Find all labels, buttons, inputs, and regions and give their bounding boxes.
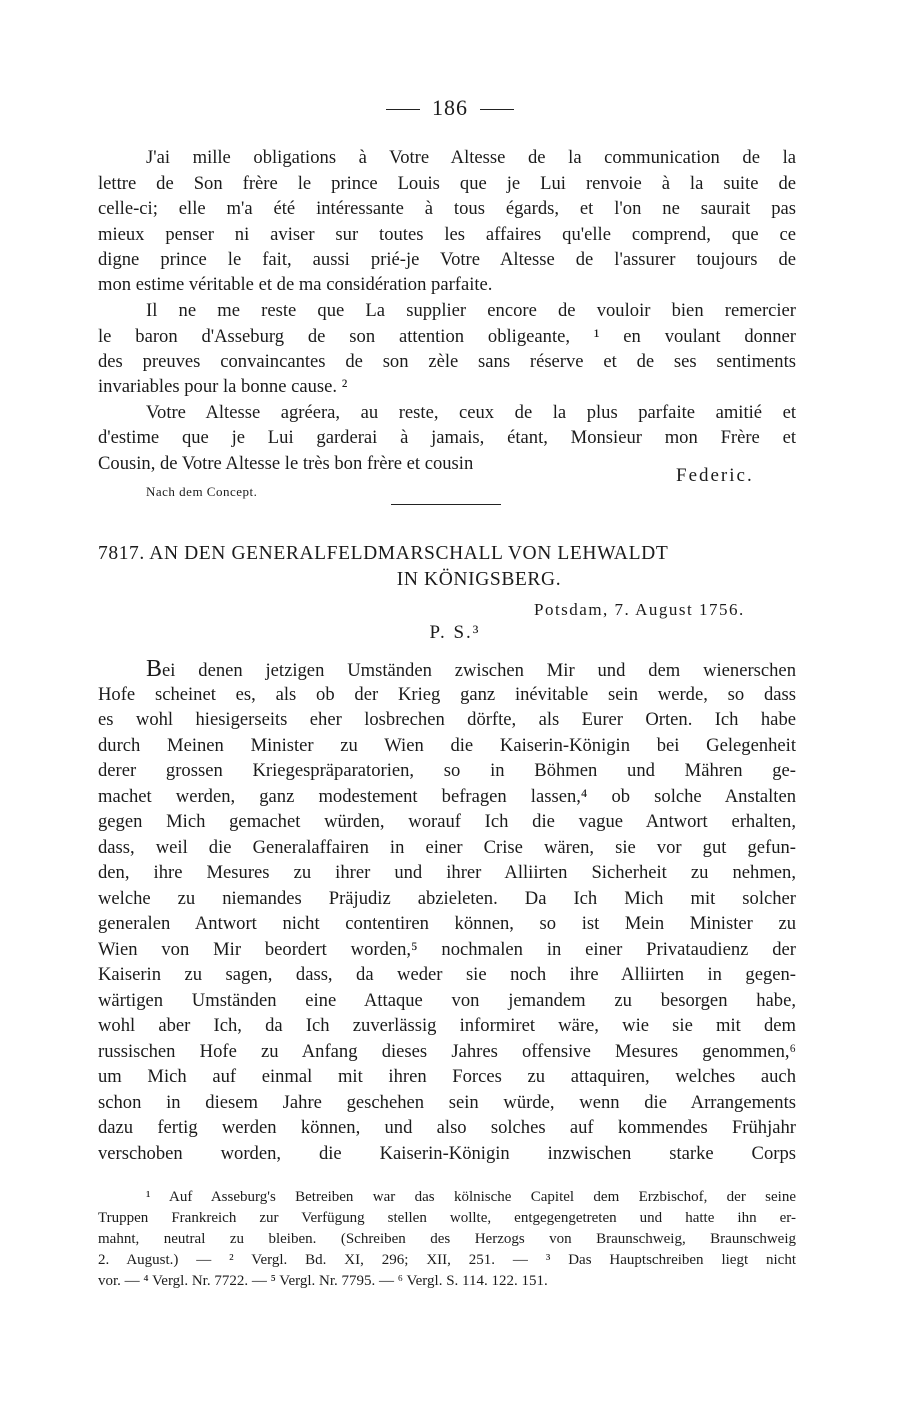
body-line: um Mich auf einmal mit ihren Forces zu attaquiren, welches auch: [98, 1066, 796, 1087]
body-line: russischen Hofe zu Anfang dieses Jahres offensive Mesures genommen,⁶: [98, 1041, 796, 1062]
body-line: wärtigen Umständen eine Attaque von jemandem zu besorgen habe,: [98, 990, 796, 1011]
letter-line: digne prince le fait, aussi prié-je Votre Altesse de l'assurer toujours de: [98, 249, 796, 270]
footnote-line: mahnt, neutral zu bleiben. (Schreiben des Herzogs von Braunschweig, Braunschweig: [98, 1231, 796, 1247]
letter-line: d'estime que je Lui garderai à jamais, étant, Monsieur mon Frère et: [98, 427, 796, 448]
body-line: den, ihre Mesures zu ihrer und ihrer Alliirten Sicherheit zu nehmen,: [98, 862, 796, 883]
letter-line: celle-ci; elle m'a été intéressante à tous égards, et l'on ne saurait pas: [98, 198, 796, 219]
document-heading-line2: IN KÖNIGSBERG.: [396, 569, 562, 590]
document-heading-line1: 7817. AN DEN GENERALFELDMARSCHALL VON LEHWALDT: [98, 543, 669, 564]
body-line: Kaiserin zu sagen, dass, da weder sie noch ihre Alliirten in gegen-: [98, 964, 796, 985]
letter-line: J'ai mille obligations à Votre Altesse de la communication de la: [146, 147, 796, 168]
body-line: welche zu niemandes Präjudiz abzieleten. Da Ich Mich mit solcher: [98, 888, 796, 909]
body-line: dass, weil die Generalaffairen in einer Crise wären, sie vor gut gefun-: [98, 837, 796, 858]
letter-line: invariables pour la bonne cause. ²: [98, 376, 348, 397]
body-line: durch Meinen Minister zu Wien die Kaiserin-Königin bei Gelegenheit: [98, 735, 796, 756]
letter-line: mon estime véritable et de ma considération parfaite.: [98, 274, 493, 295]
body-line-text: ei denen jetzigen Umständen zwischen Mir und dem wienerschen: [162, 660, 796, 681]
document-heading: [98, 541, 798, 593]
body-line: Wien von Mir beordert worden,⁵ nochmalen in einer Privataudienz der: [98, 939, 796, 960]
letter-line: lettre de Son frère le prince Louis que je Lui renvoie à la suite de: [98, 173, 796, 194]
initial-letter: B: [146, 656, 163, 682]
letter-line: Votre Altesse agréera, au reste, ceux de la plus parfaite amitié et: [146, 402, 796, 423]
body-line: wohl aber Ich, da Ich zuverlässig informiret wäre, wie sie mit dem: [98, 1015, 796, 1036]
source-note: Nach dem Concept.: [146, 484, 258, 499]
body-line: Hofe scheinet es, als ob der Krieg ganz inévitable sein werde, so dass: [98, 684, 796, 705]
body-line: dazu fertig werden können, und also solches auf kommendes Frühjahr: [98, 1117, 796, 1138]
dash-right: [480, 109, 514, 110]
page-number-line: [0, 95, 900, 121]
place-date: Potsdam, 7. August 1756.: [534, 600, 745, 619]
footnote-line: 2. August.) — ² Vergl. Bd. XI, 296; XII, 251. — ³ Das Hauptschreiben liegt nicht: [98, 1252, 796, 1268]
footnote-line: ¹ Auf Asseburg's Betreiben war das kölnische Capitel dem Erzbischof, der seine: [146, 1189, 796, 1205]
letter-line: Cousin, de Votre Altesse le très bon frère et cousin: [98, 453, 474, 474]
body-line: gegen Mich gemachet würden, worauf Ich die vague Antwort erhalten,: [98, 811, 796, 832]
letter-line: des preuves convaincantes de son zèle sans réserve et de ses sentiments: [98, 351, 796, 372]
letter-line: mieux penser ni aviser sur toutes les affaires qu'elle comprend, que ce: [98, 224, 796, 245]
body-line: generalen Antwort nicht contentiren können, so ist Mein Minister zu: [98, 913, 796, 934]
signature: Federic.: [676, 465, 754, 486]
body-line: verschoben worden, die Kaiserin-Königin inzwischen starke Corps: [98, 1143, 796, 1164]
body-line: es wohl hiesigerseits eher losbrechen dörfte, als Eurer Orten. Ich habe: [98, 709, 796, 730]
dash-left: [386, 109, 420, 110]
letter-line: le baron d'Asseburg de son attention obligeante, ¹ en voulant donner: [98, 326, 796, 347]
footnote-line: Truppen Frankreich zur Verfügung stellen wollte, entgegengetreten und hatte ihn er-: [98, 1210, 796, 1226]
body-line: schon in diesem Jahre geschehen sein würde, wenn die Arrangements: [98, 1092, 796, 1113]
footnote-line: vor. — ⁴ Vergl. Nr. 7722. — ⁵ Vergl. Nr. 7795. — ⁶ Vergl. S. 114. 122. 151.: [98, 1273, 548, 1289]
section-divider: [391, 504, 501, 505]
body-line: machet werden, ganz modestement befragen lassen,⁴ ob solche Anstalten: [98, 786, 796, 807]
page-number: 186: [432, 95, 468, 120]
body-line: [146, 656, 796, 684]
body-line: derer grossen Kriegespräparatorien, so in Böhmen und Mähren ge-: [98, 760, 796, 781]
letter-line: Il ne me reste que La supplier encore de vouloir bien remercier: [146, 300, 796, 321]
postscript-label: P. S.³: [429, 622, 481, 643]
